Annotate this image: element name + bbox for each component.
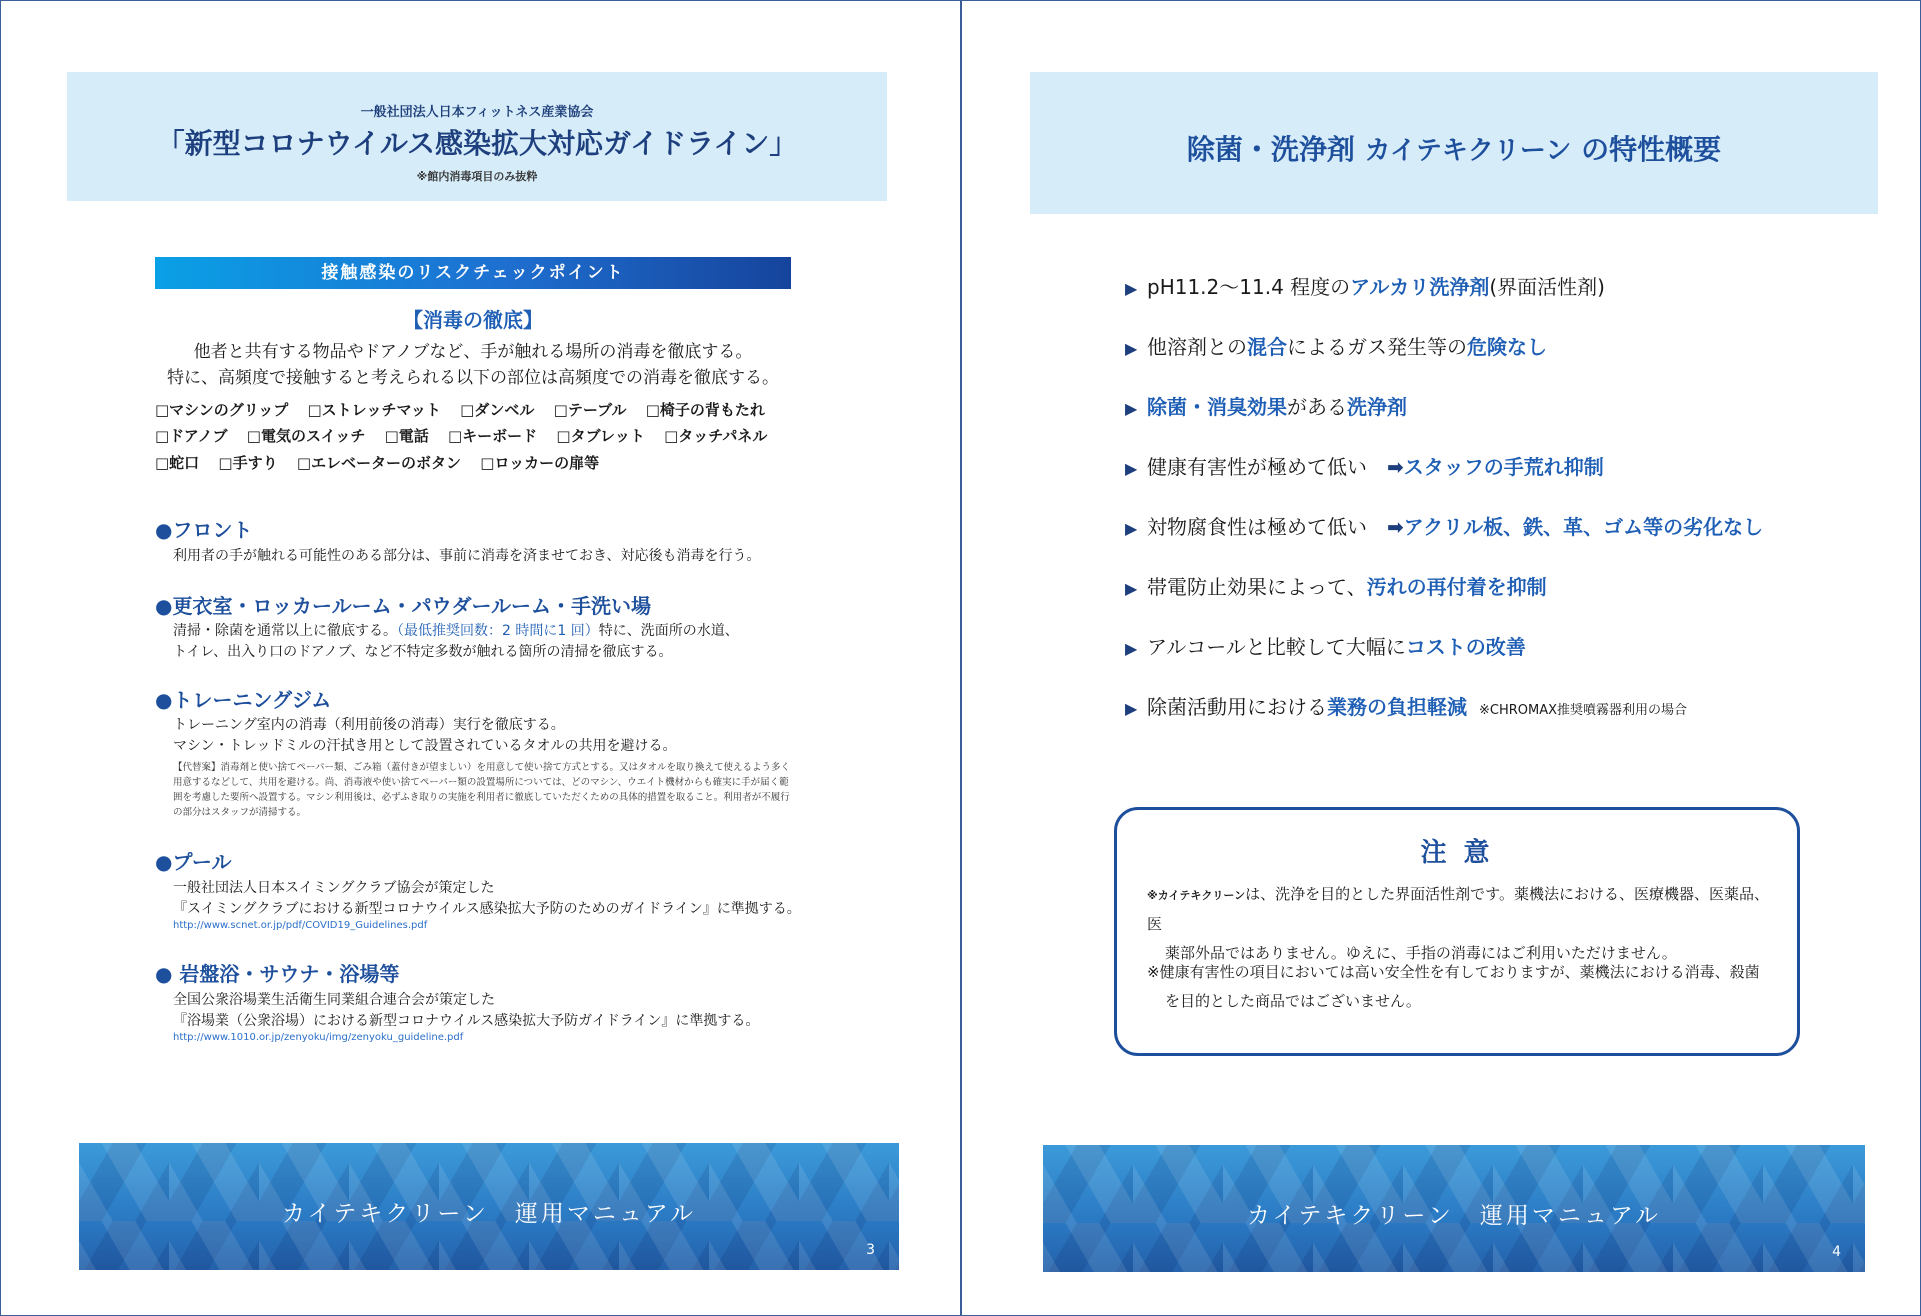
- checklist-item: □タブレット: [556, 427, 645, 445]
- caution-line: [1147, 880, 1772, 939]
- footer-title: カイテキクリーン 運用マニュアル: [282, 1201, 696, 1227]
- checklist-item: □キーボード: [448, 427, 538, 445]
- feature-item: [1125, 271, 1605, 300]
- checklist-item: □ストレッチマット: [307, 401, 441, 419]
- pool-guideline-link[interactable]: http://www.scnet.or.jp/pdf/COVID19_Guidelines.pdf: [173, 920, 428, 931]
- feature-item: [1125, 511, 1763, 540]
- section-text: 『浴場業（公衆浴場）における新型コロナウイルス感染拡大予防ガイドライン』に準拠する。: [173, 1013, 760, 1029]
- caution-line: を目的とした商品ではございません。: [1165, 992, 1421, 1010]
- section-heading-front: ●フロント: [155, 518, 253, 542]
- checklist-item: □エレベーターのボタン: [296, 454, 462, 472]
- section-text: 『スイミングクラブにおける新型コロナウイルス感染拡大予防のためのガイドライン』に準拠する。: [173, 901, 801, 917]
- feature-text: によるガス発生等の: [1287, 335, 1467, 359]
- caution-paragraph: [1147, 880, 1772, 968]
- section-text-part: 清掃・除菌を通常以上に徹底する。: [173, 623, 397, 639]
- triangle-bullet-icon: ▶: [1125, 519, 1138, 538]
- footer-title: カイテキクリーン 運用マニュアル: [1247, 1203, 1661, 1229]
- checklist-item: □ダンベル: [460, 401, 535, 419]
- right-page-footer: [1043, 1145, 1865, 1272]
- section-text: [173, 620, 739, 640]
- feature-text: pH11.2～11.4 程度の: [1147, 275, 1351, 299]
- right-page-header: [1030, 72, 1878, 214]
- left-page-footer: [79, 1143, 899, 1270]
- feature-highlight: 洗浄剤: [1347, 395, 1407, 419]
- triangle-bullet-icon: ▶: [1125, 339, 1138, 358]
- intro-line: 特に、高頻度で接触すると考えられる以下の部位は高頻度での消毒を徹底する。: [167, 368, 779, 388]
- page-number: 3: [866, 1242, 875, 1258]
- checklist-item: □タッチパネル: [664, 427, 768, 445]
- section-heading-sauna: ● 岩盤浴・サウナ・浴場等: [155, 962, 400, 986]
- section-heading-locker-room: ●更衣室・ロッカールーム・パウダールーム・手洗い場: [155, 594, 652, 618]
- recommended-frequency: （最低推奨回数：2 時間に1 回）: [397, 623, 599, 639]
- section-text: トイレ、出入り口のドアノブ、など不特定多数が触れる箇所の清掃を徹底する。: [173, 644, 673, 660]
- section-text: マシン・トレッドミルの汗拭き用として設置されているタオルの共用を避ける。: [173, 738, 677, 754]
- feature-text: がある: [1287, 395, 1347, 419]
- triangle-bullet-icon: ▶: [1125, 639, 1138, 658]
- product-name: カイテキクリーン: [1364, 136, 1572, 166]
- feature-item: [1125, 451, 1604, 480]
- feature-highlight: 危険なし: [1467, 335, 1547, 359]
- page-number: 4: [1832, 1244, 1841, 1260]
- caution-line: 薬部外品ではありません。ゆえに、手指の消毒にはご利用いただけません。: [1165, 944, 1677, 962]
- caution-text: は、洗浄を目的とした界面活性剤です。薬機法における、医療機器、医薬品、医: [1147, 885, 1769, 933]
- alternative-plan-note: 【代替案】消毒剤と使い捨てペーパー類、ごみ箱（蓋付きが望ましい）を用意して使い捨て方式とする。又はタオルを取り換えて使えるよう多く用意するなどして、共用を避ける。尚、消毒液や使い捨てペーパー類の設置場所については、どのマシン、ウエイト機材からも確実に手が届く範囲を考慮した要所へ設置する。マシン利用後は、必ずふき取りの実施を利用者に徹底していただくための具体的措置を取ること。利用者が不履行の部分はスタッフが清掃する。: [173, 762, 791, 818]
- triangle-bullet-icon: ▶: [1125, 399, 1138, 418]
- caution-box: [1114, 807, 1800, 1056]
- section-text-part: 特に、洗面所の水道、: [598, 623, 739, 639]
- checklist-item: □手すり: [218, 454, 278, 472]
- triangle-bullet-icon: ▶: [1125, 699, 1138, 718]
- feature-highlight: 除菌・消臭効果: [1147, 395, 1287, 419]
- caution-title: 注 意: [1420, 838, 1494, 868]
- triangle-bullet-icon: ▶: [1125, 279, 1138, 298]
- section-heading-pool: ●プール: [155, 850, 232, 874]
- section-text: 全国公衆浴場業生活衛生同業組合連合会が策定した: [173, 992, 495, 1008]
- disinfection-section-title: 【消毒の徹底】: [403, 308, 543, 332]
- feature-text: 健康有害性が極めて低い: [1147, 455, 1387, 479]
- feature-footnote: ※CHROMAX推奨噴霧器利用の場合: [1479, 703, 1688, 718]
- feature-item: [1125, 331, 1547, 360]
- guideline-title: 「新型コロナウイルス感染拡大対応ガイドライン」: [156, 127, 798, 160]
- feature-text: (界面活性剤): [1489, 275, 1605, 299]
- title-part: 除菌・洗浄剤: [1186, 133, 1365, 166]
- feature-highlight: コストの改善: [1405, 635, 1526, 659]
- feature-item: [1125, 571, 1547, 600]
- checklist-item: □テーブル: [553, 401, 627, 419]
- product-overview-title: [1030, 128, 1878, 168]
- intro-line: 他者と共有する物品やドアノブなど、手が触れる場所の消毒を徹底する。: [193, 342, 753, 362]
- checklist-row: [155, 452, 613, 473]
- section-text: 利用者の手が触れる可能性のある部分は、事前に消毒を済ませておき、対応後も消毒を行う。: [173, 548, 761, 564]
- page-divider: [960, 0, 962, 1316]
- feature-highlight: アクリル板、鉄、革、ゴム等の劣化なし: [1403, 515, 1764, 539]
- section-text: トレーニング室内の消毒（利用前後の消毒）実行を徹底する。: [173, 717, 565, 733]
- caution-paragraph: [1147, 958, 1772, 1016]
- bath-guideline-link[interactable]: http://www.1010.or.jp/zenyoku/img/zenyoku_guideline.pdf: [173, 1032, 464, 1043]
- product-tag: ※カイテキクリーン: [1147, 889, 1246, 902]
- checklist-row: [155, 399, 779, 420]
- risk-checkpoint-banner: 接触感染のリスクチェックポイント: [155, 257, 791, 289]
- feature-text: 他溶剤との: [1147, 335, 1247, 359]
- arrow-right-icon: ➡: [1387, 455, 1404, 479]
- feature-text: アルコールと比較して大幅に: [1147, 635, 1406, 659]
- triangle-bullet-icon: ▶: [1125, 459, 1138, 478]
- excerpt-note: ※館内消毒項目のみ抜粋: [416, 170, 538, 183]
- checklist-item: □蛇口: [155, 454, 200, 472]
- feature-text: 対物腐食性は極めて低い: [1147, 515, 1387, 539]
- organization-name: 一般社団法人日本フィットネス産業協会: [360, 105, 594, 120]
- feature-highlight: スタッフの手荒れ抑制: [1403, 455, 1604, 479]
- section-heading-training-gym: ●トレーニングジム: [155, 688, 332, 712]
- feature-highlight: 汚れの再付着を抑制: [1366, 575, 1547, 599]
- section-text: 一般社団法人日本スイミングクラブ協会が策定した: [173, 880, 495, 896]
- checklist-item: □ドアノブ: [155, 427, 228, 445]
- caution-line: ※健康有害性の項目においては高い安全性を有しておりますが、薬機法における消毒、殺菌: [1147, 963, 1760, 981]
- left-page-header: [67, 72, 887, 201]
- checklist-item: □電気のスイッチ: [246, 427, 366, 445]
- title-part: の特性概要: [1571, 133, 1722, 166]
- feature-highlight: 業務の負担軽減: [1327, 695, 1467, 719]
- triangle-bullet-icon: ▶: [1125, 579, 1138, 598]
- feature-text: 除菌活動用における: [1147, 695, 1327, 719]
- checklist-item: □ロッカーの扉等: [480, 454, 600, 472]
- arrow-right-icon: ➡: [1387, 515, 1404, 539]
- feature-item: [1125, 391, 1407, 420]
- feature-highlight: アルカリ洗浄剤: [1350, 275, 1490, 299]
- checklist-item: □電話: [384, 427, 429, 445]
- feature-item: [1125, 631, 1526, 660]
- checklist-row: [155, 425, 781, 446]
- checklist-item: □椅子の背もたれ: [645, 401, 765, 419]
- feature-text: 帯電防止効果によって、: [1147, 575, 1367, 599]
- feature-item: [1125, 691, 1687, 720]
- feature-highlight: 混合: [1247, 335, 1287, 359]
- checklist-item: □マシンのグリップ: [155, 401, 289, 419]
